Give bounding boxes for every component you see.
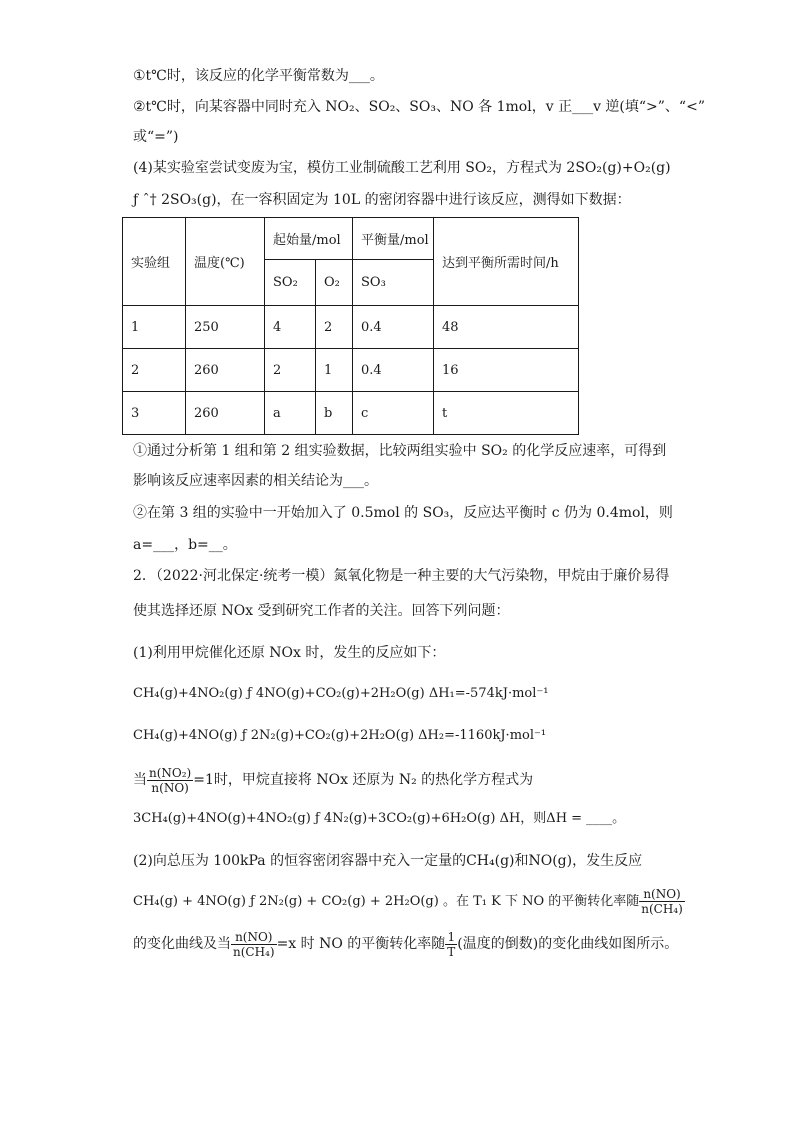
table-row bbox=[123, 392, 579, 435]
fraction-denominator: n(CH₄) bbox=[233, 944, 275, 959]
cell-o2: 1 bbox=[316, 349, 353, 392]
cell-so3: 0.4 bbox=[353, 306, 434, 349]
cell-so3: 0.4 bbox=[353, 349, 434, 392]
part4-question-1-line1: ①通过分析第 1 组和第 2 组实验数据，比较两组实验中 SO₂ 的化学反应速率，可得到 bbox=[133, 443, 667, 459]
part4-intro-line1: (4)某实验室尝试变废为宝，模仿工业制硫酸工艺利用 SO₂，方程式为 2SO₂(g)+O₂(g) bbox=[133, 160, 671, 176]
header-start-amount: 起始量/mol bbox=[265, 218, 353, 260]
problem2-part2-last-line bbox=[133, 924, 678, 964]
problem2-intro-line2: 使其选择还原 NOx 受到研究工作者的关注。回答下列问题： bbox=[133, 603, 510, 619]
reaction-equation-3: 3CH₄(g)+4NO(g)+4NO₂(g) ƒ 4N₂(g)+3CO₂(g)+6H₂O(g) ΔH，则ΔH = ____。 bbox=[133, 811, 626, 826]
condition-prefix: 当 bbox=[133, 772, 147, 788]
cell-so3: c bbox=[353, 392, 434, 435]
problem2-part2-line1: (2)向总压为 100kPa 的恒容密闭容器中充入一定量的CH₄(g)和NO(g)，发生反应 bbox=[133, 853, 643, 869]
fraction-numerator: n(NO₂) bbox=[149, 765, 192, 780]
part4-question-1-line2: 影响该反应速率因素的相关结论为___。 bbox=[133, 473, 378, 489]
part4-intro-line2: ƒ ˆ† 2SO₃(g)，在一容积固定为 10L 的密闭容器中进行该反应，测得如下数据： bbox=[133, 192, 631, 208]
cell-so2: a bbox=[265, 392, 316, 435]
ratio-fraction bbox=[147, 766, 193, 795]
cell-o2: 2 bbox=[316, 306, 353, 349]
part4-question-2-line2: a=___，b=__。 bbox=[133, 537, 237, 553]
header-equilibrium-amount: 平衡量/mol bbox=[353, 218, 434, 260]
ratio-fraction bbox=[231, 930, 277, 959]
cell-o2: b bbox=[316, 392, 353, 435]
header-so3: SO₃ bbox=[353, 260, 434, 306]
cell-so2: 2 bbox=[265, 349, 316, 392]
header-group: 实验组 bbox=[123, 218, 186, 306]
header-time: 达到平衡所需时间/h bbox=[434, 218, 579, 306]
fraction-numerator: n(NO) bbox=[231, 930, 277, 945]
ratio-fraction bbox=[639, 887, 685, 916]
header-so2: SO₂ bbox=[265, 260, 316, 306]
cell-temp: 250 bbox=[186, 306, 265, 349]
cell-time: t bbox=[434, 392, 579, 435]
cell-group: 1 bbox=[123, 306, 186, 349]
problem2-intro-line1: 2．（2022·河北保定·统考一模）氮氧化物是一种主要的大气污染物，甲烷由于廉价易得 bbox=[133, 568, 670, 584]
part3-question-2-line1: ②t℃时，向某容器中同时充入 NO₂、SO₂、SO₃、NO 各 1mol，v 正___v 逆(填“>”、“<” bbox=[133, 99, 705, 115]
header-o2: O₂ bbox=[316, 260, 353, 306]
reaction-equation-2: CH₄(g)+4NO(g) ƒ 2N₂(g)+CO₂(g)+2H₂O(g) ΔH₂=-1160kJ·mol⁻¹ bbox=[133, 728, 547, 743]
text-prefix: 的变化曲线及当 bbox=[133, 936, 231, 952]
condition-suffix: =1时，甲烷直接将 NOx 还原为 N₂ 的热化学方程式为 bbox=[193, 772, 534, 788]
table-row bbox=[123, 349, 579, 392]
header-temperature: 温度(℃) bbox=[186, 218, 265, 306]
fraction-denominator: n(NO) bbox=[151, 780, 189, 795]
cell-group: 2 bbox=[123, 349, 186, 392]
cell-group: 3 bbox=[123, 392, 186, 435]
fraction-denominator: T bbox=[447, 944, 456, 959]
fraction-numerator: 1 bbox=[445, 930, 457, 945]
reaction-equation-4: CH₄(g) + 4NO(g) ƒ 2N₂(g) + CO₂(g) + 2H₂O(g) 。在 T₁ K 下 NO 的平衡转化率随 bbox=[133, 894, 640, 909]
cell-so2: 4 bbox=[265, 306, 316, 349]
ratio-condition-line bbox=[133, 760, 533, 800]
problem2-part2-equation-line bbox=[133, 881, 685, 922]
experiment-data-table bbox=[122, 217, 579, 435]
cell-temp: 260 bbox=[186, 349, 265, 392]
cell-time: 16 bbox=[434, 349, 579, 392]
text-middle: =x 时 NO 的平衡转化率随 bbox=[276, 936, 446, 952]
part3-question-1: ①t℃时，该反应的化学平衡常数为___。 bbox=[133, 68, 384, 84]
fraction-denominator: n(CH₄) bbox=[641, 901, 683, 916]
part4-question-2-line1: ②在第 3 组的实验中一开始加入了 0.5mol 的 SO₃，反应达平衡时 c 仍为 0.4mol，则 bbox=[133, 505, 673, 521]
part3-question-2-line2: 或“=”) bbox=[133, 129, 179, 145]
fraction-numerator: n(NO) bbox=[639, 887, 685, 902]
problem2-part1-title: (1)利用甲烷催化还原 NOx 时，发生的反应如下： bbox=[133, 645, 446, 661]
text-suffix: (温度的倒数)的变化曲线如图所示。 bbox=[457, 936, 679, 952]
table-row bbox=[123, 306, 579, 349]
reciprocal-temperature-fraction bbox=[445, 930, 457, 959]
table-header-row bbox=[123, 218, 579, 260]
cell-time: 48 bbox=[434, 306, 579, 349]
reaction-equation-1: CH₄(g)+4NO₂(g) ƒ 4NO(g)+CO₂(g)+2H₂O(g) ΔH₁=-574kJ·mol⁻¹ bbox=[133, 686, 549, 701]
cell-temp: 260 bbox=[186, 392, 265, 435]
